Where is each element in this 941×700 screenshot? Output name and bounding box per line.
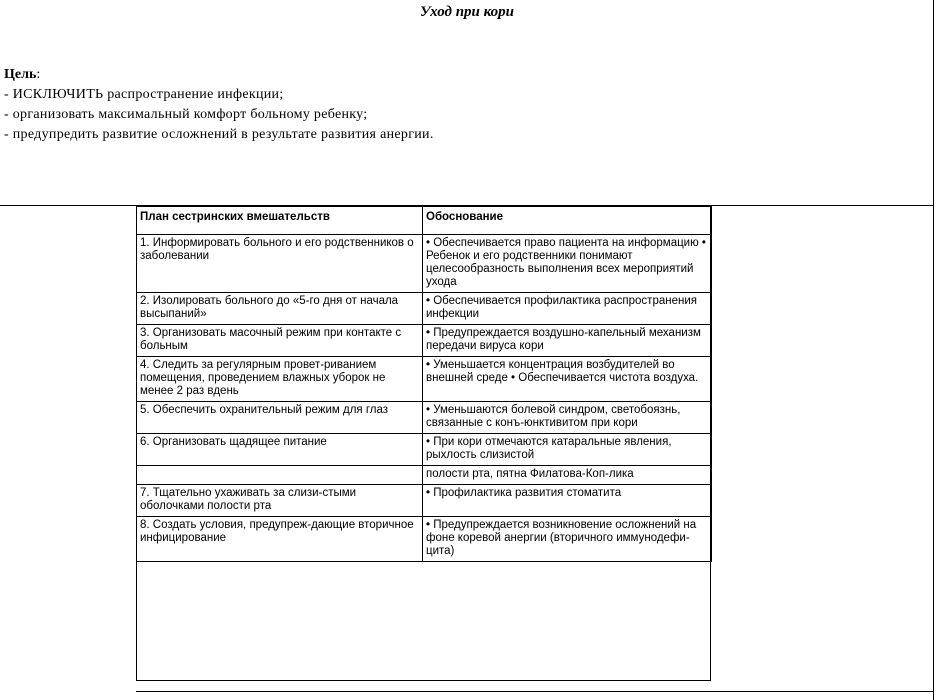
table-row (137, 434, 712, 466)
table-row (137, 466, 712, 485)
reason-cell: • При кори отмечаются катаральные явления, рыхлость слизистой (423, 434, 712, 466)
plan-cell: 2. Изолировать больного до «5-го дня от начала высыпаний» (137, 293, 423, 325)
plan-cell (137, 466, 423, 485)
reason-cell: • Профилактика развития стоматита (423, 485, 712, 517)
goal-heading (4, 65, 434, 85)
nursing-plan-table (136, 206, 712, 562)
goal-item: - организовать максимальный комфорт больному ребенку; (4, 107, 368, 122)
table-row (137, 485, 712, 517)
plan-cell: 7. Тщательно ухаживать за слизи-стыми оболочками полости рта (137, 485, 423, 517)
table-row (137, 293, 712, 325)
table-row (137, 357, 712, 402)
table-row (137, 325, 712, 357)
goal-label: Цель (4, 67, 37, 82)
plan-cell: 3. Организовать масочный режим при контакте с больным (137, 325, 423, 357)
page-border-bottom (136, 691, 933, 692)
plan-cell: 5. Обеспечить охранительный режим для глаз (137, 402, 423, 434)
reason-cell: • Предупреждается возникновение осложнений на фоне коревой анергии (вторичного иммунодефи-цита) (423, 517, 712, 562)
plan-cell: 1. Информировать больного и его родственников о заболевании (137, 235, 423, 293)
plan-cell: 4. Следить за регулярным провет-риванием помещения, проведением влажных уборок не менее 2 раз вдень (137, 357, 423, 402)
page-border-right (933, 206, 934, 700)
plan-cell: 8. Создать условия, предупреж-дающие вторичное инфицирование (137, 517, 423, 562)
goal-block (4, 65, 434, 145)
plan-cell: 6. Организовать щадящее питание (137, 434, 423, 466)
table-row (137, 517, 712, 562)
table-row (137, 402, 712, 434)
reason-cell: • Предупреждается воздушно-капельный механизм передачи вируса кори (423, 325, 712, 357)
goal-colon: : (36, 67, 41, 82)
reason-cell: • Обеспечивается профилактика распространения инфекции (423, 293, 712, 325)
table-row (137, 235, 712, 293)
goal-item: - ИСКЛЮЧИТЬ распространение инфекции; (4, 87, 284, 102)
goal-item: - предупредить развитие осложнений в результате развития анергии. (4, 127, 434, 142)
table-header-row (137, 207, 712, 235)
reason-cell: • Обеспечивается право пациента на информацию • Ребенок и его родственники понимают целесообразность выполнения всех мероприятий ухода (423, 235, 712, 293)
goal-section (0, 0, 934, 206)
reason-cell: полости рта, пятна Филатова-Коп-лика (423, 466, 712, 485)
column-header-plan: План сестринских вмешательств (137, 207, 423, 235)
column-header-reason: Обоснование (423, 207, 712, 235)
reason-cell: • Уменьшается концентрация возбудителей во внешней среде • Обеспечивается чистота воздуха. (423, 357, 712, 402)
page-title: Уход при кори (419, 4, 515, 20)
reason-cell: • Уменьшаются болевой синдром, светобоязнь, связанные с конъ-юнктивитом при кори (423, 402, 712, 434)
